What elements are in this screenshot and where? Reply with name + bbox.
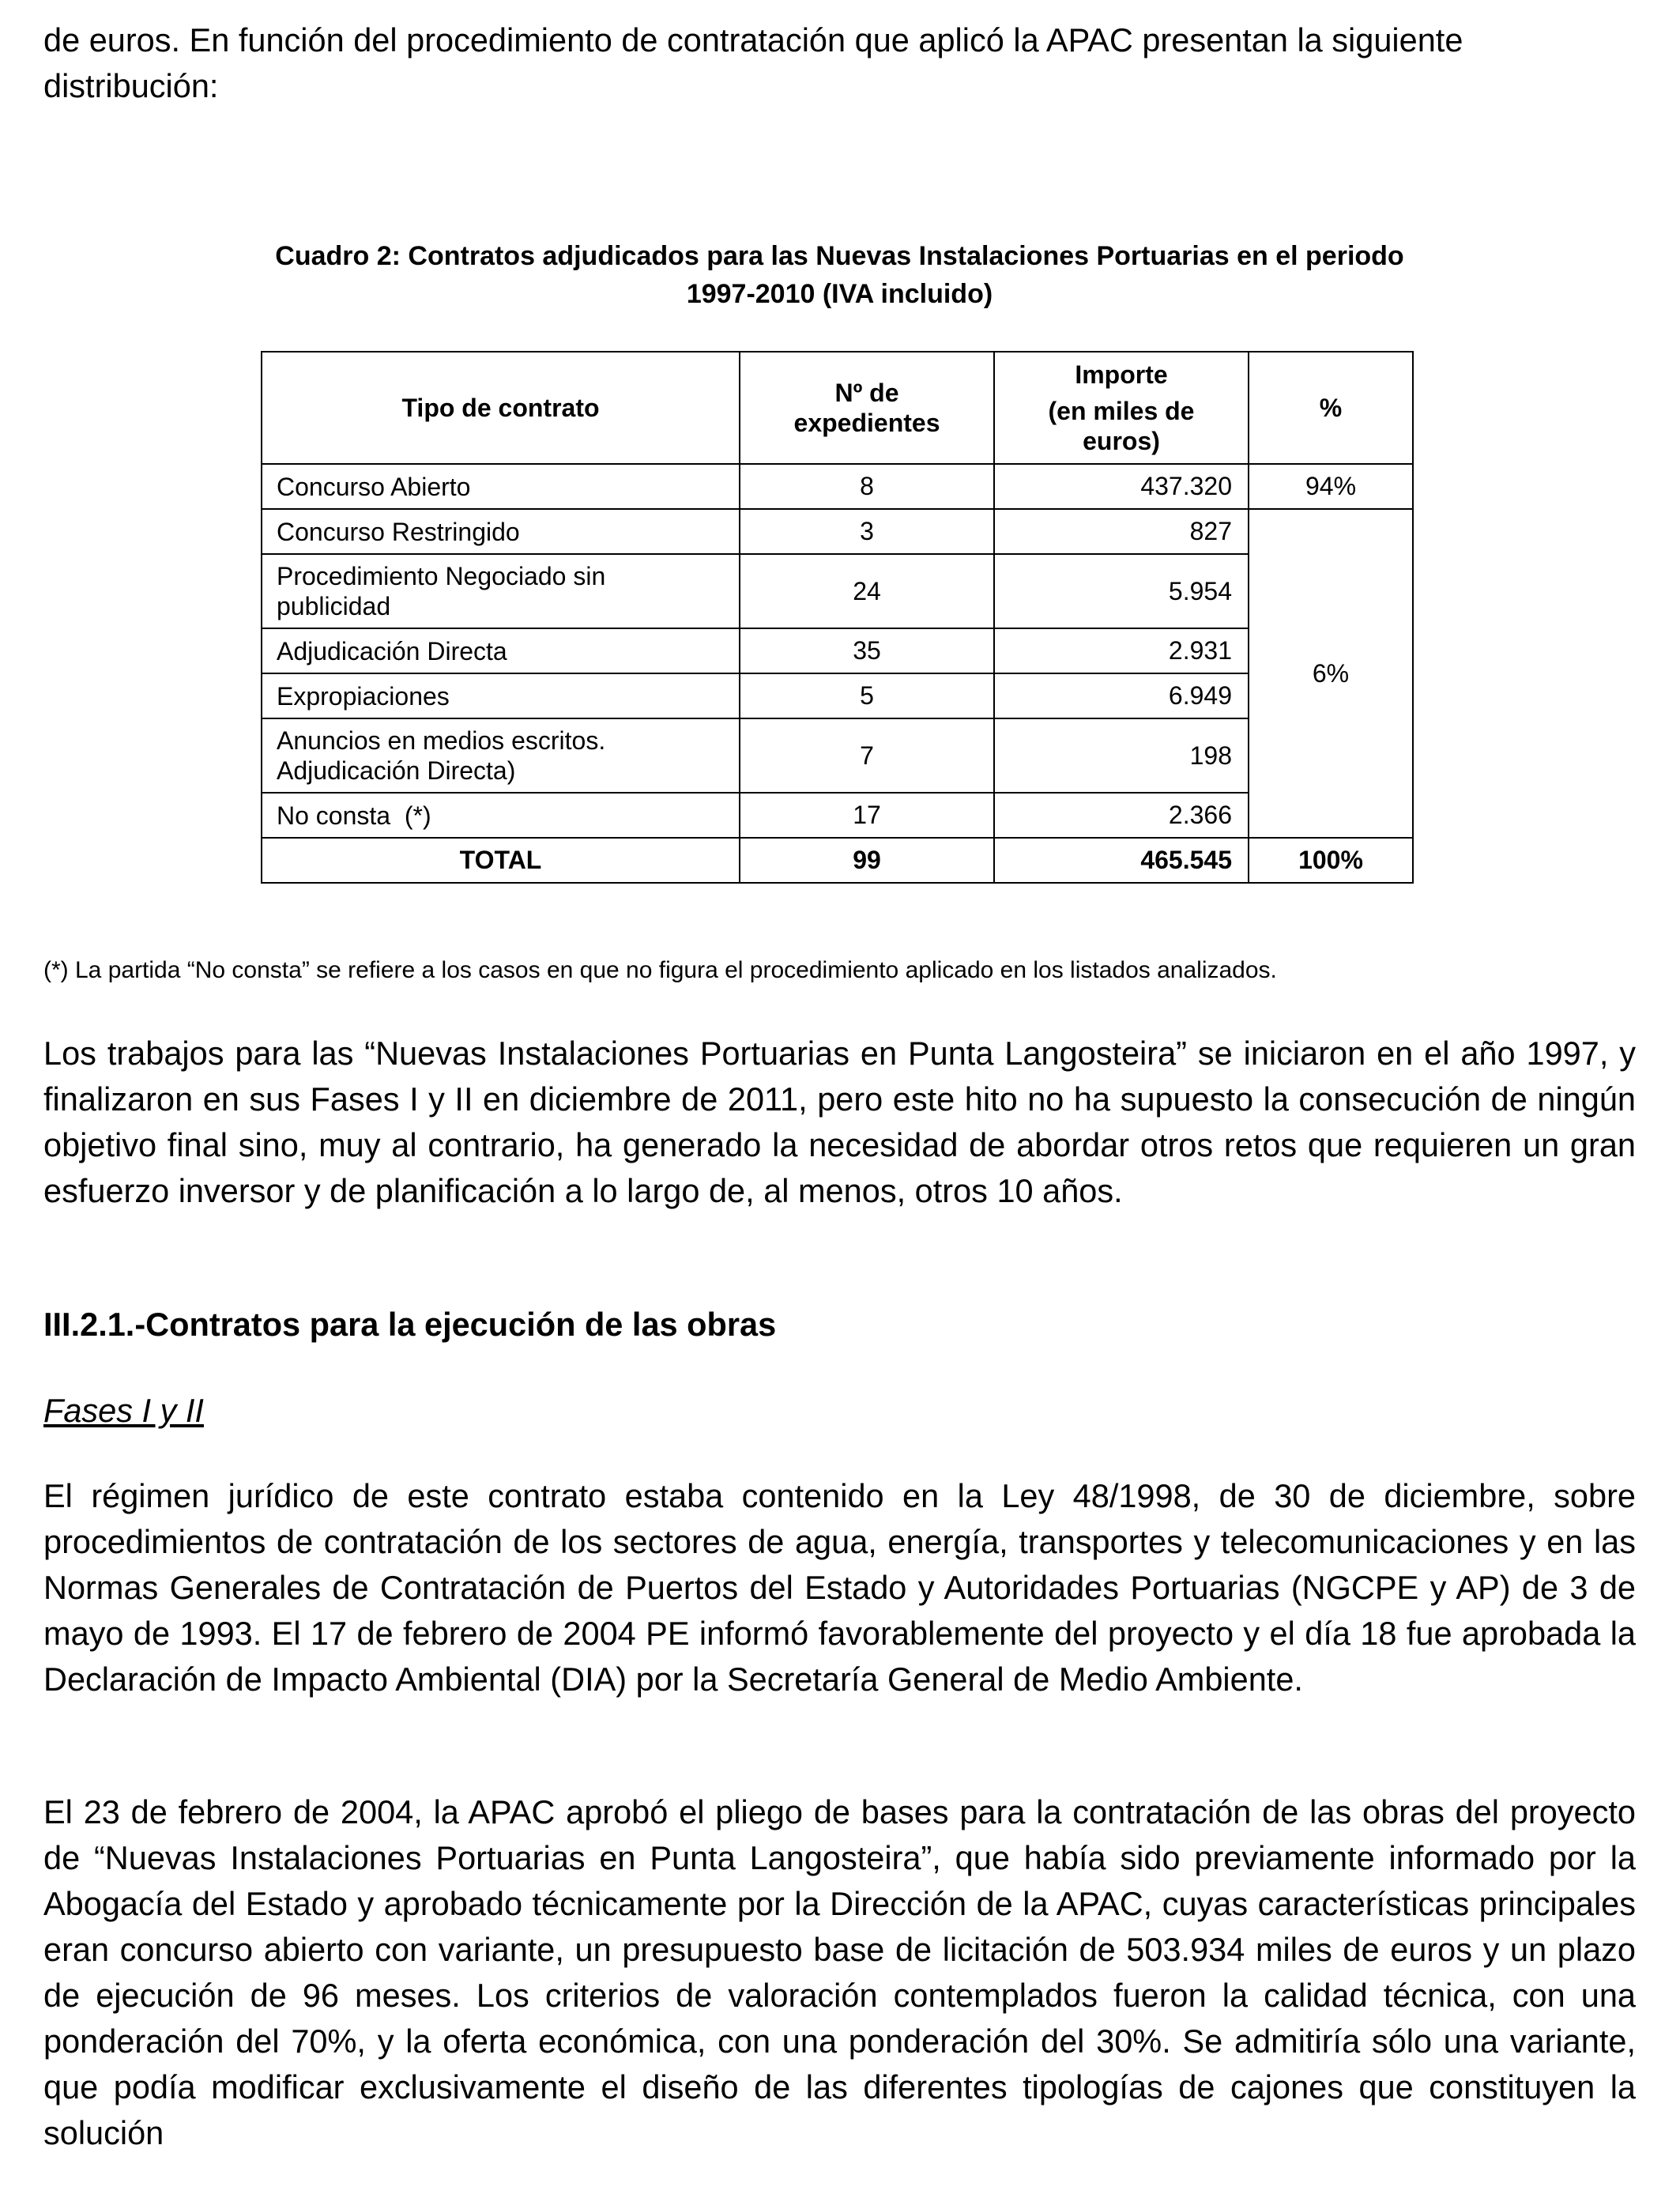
paragraph-pliego-bases: El 23 de febrero de 2004, la APAC aprobó el pliego de bases para la contratación de las obras del proyecto de “Nuevas Instalaciones Portuarias en Punta Langosteira”, que había sido previamente informado por la Abogacía del Estado y aprobado técnicamente por la Dirección de la APAC, cuyas características principales eran concurso abierto con variante, un presupuesto base de licitación de 503.934 miles de euros y un plazo de ejecución de 96 meses. Los criterios de valoración contemplados fueron la calidad técnica, con una ponderación del 70%, y la oferta económica, con una ponderación del 30%. Se admitiría sólo una variante, que podía modificar exclusivamente el diseño de las diferentes tipologías de cajones que constituyen la solución [43,1793,1636,2151]
header-expedientes [740,352,994,464]
contracts-table-wrapper [261,351,1414,884]
cell-tipo-line-1: Anuncios en medios escritos. [277,726,606,755]
cell-total-label: TOTAL [262,838,740,883]
cell-tipo: Concurso Abierto [262,464,740,509]
table-footnote: (*) La partida “No consta” se refiere a los casos en que no figura el procedimiento aplicado en los listados analizados. [43,957,1277,983]
header-expedientes-line-1: Nº de [834,379,899,407]
paragraph-trabajos: Los trabajos para las “Nuevas Instalaciones Portuarias en Punta Langosteira” se iniciaron en el año 1997, y finalizaron en sus Fases I y II en diciembre de 2011, pero este hito no ha supuesto la consecución de ningún objetivo final sino, muy al contrario, ha generado la necesidad de abordar otros retos que requieren un gran esfuerzo inversor y de planificación a lo largo de, al menos, otros 10 años. [43,1035,1636,1209]
cell-importe: 827 [994,509,1249,554]
table-row [262,628,1413,673]
cell-expedientes: 3 [740,509,994,554]
header-importe [994,352,1249,464]
cell-tipo-line-1: Procedimiento Negociado sin [277,562,606,590]
cell-tipo-line-2: publicidad [277,592,391,620]
table-total-row [262,838,1413,883]
cell-tipo: Expropiaciones [262,673,740,718]
cell-total-importe: 465.545 [994,838,1249,883]
cell-expedientes: 8 [740,464,994,509]
table-row [262,793,1413,838]
cell-importe: 5.954 [994,554,1249,628]
section-subheading: Fases I y II [43,1392,204,1429]
header-importe-line-2: (en miles de [1048,397,1195,425]
cell-expedientes: 35 [740,628,994,673]
caption-line-2: 1997-2010 (IVA incluido) [686,279,993,309]
cell-tipo [262,554,740,628]
cell-total-pct: 100% [1249,838,1413,883]
cell-importe: 2.931 [994,628,1249,673]
cell-tipo-line-2: Adjudicación Directa) [277,756,516,785]
cell-expedientes: 7 [740,718,994,793]
caption-line-1: Cuadro 2: Contratos adjudicados para las Nuevas Instalaciones Portuarias en el periodo [275,241,1404,271]
table-row [262,554,1413,628]
cell-importe: 6.949 [994,673,1249,718]
cell-expedientes: 17 [740,793,994,838]
contracts-table [261,351,1414,884]
cell-pct: 94% [1249,464,1413,509]
cell-tipo: No consta (*) [262,793,740,838]
intro-paragraph: de euros. En función del procedimiento de contratación que aplicó la APAC presentan la siguiente distribución: [43,21,1463,104]
section-heading: III.2.1.-Contratos para la ejecución de las obras [43,1306,777,1343]
paragraph-regimen-juridico: El régimen jurídico de este contrato estaba contenido en la Ley 48/1998, de 30 de diciembre, sobre procedimientos de contratación de los sectores de agua, energía, transportes y telecomunicaciones y en las Normas Generales de Contratación de Puertos del Estado y Autoridades Portuarias (NGCPE y AP) de 3 de mayo de 1993. El 17 de febrero de 2004 PE informó favorablemente del proyecto y el día 18 fue aprobada la Declaración de Impacto Ambiental (DIA) por la Secretaría General de Medio Ambiente. [43,1477,1636,1698]
cell-tipo: Adjudicación Directa [262,628,740,673]
cell-total-expedientes: 99 [740,838,994,883]
cell-tipo [262,718,740,793]
table-header-row [262,352,1413,464]
header-expedientes-line-2: expedientes [793,409,940,437]
cell-expedientes: 5 [740,673,994,718]
table-caption [43,237,1636,313]
cell-importe: 437.320 [994,464,1249,509]
cell-tipo: Concurso Restringido [262,509,740,554]
header-importe-line-1: Importe [1075,360,1168,389]
cell-pct-merged: 6% [1249,509,1413,838]
cell-importe: 198 [994,718,1249,793]
cell-importe: 2.366 [994,793,1249,838]
cell-expedientes: 24 [740,554,994,628]
table-row [262,509,1413,554]
table-row [262,673,1413,718]
table-row [262,464,1413,509]
header-importe-line-3: euros) [1083,427,1160,455]
header-tipo: Tipo de contrato [262,352,740,464]
header-pct: % [1249,352,1413,464]
table-row [262,718,1413,793]
